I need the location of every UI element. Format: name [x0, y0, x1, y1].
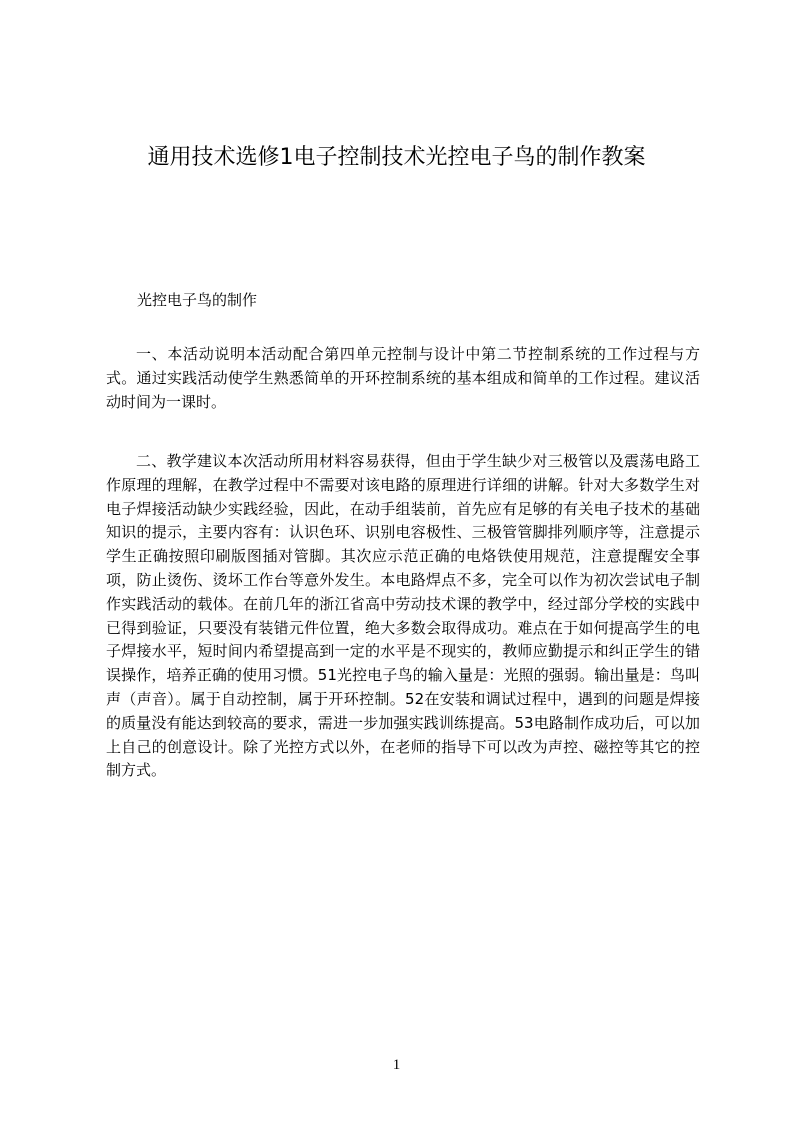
document-title: 通用技术选修1电子控制技术光控电子鸟的制作教案	[147, 145, 646, 170]
paragraph-activity-description: 一、本活动说明本活动配合第四单元控制与设计中第二节控制系统的工作过程与方式。通过实践活动使学生熟悉简单的开环控制系统的基本组成和简单的工作过程。建议活动时间为一课时。	[106, 345, 700, 411]
paragraph-teaching-suggestions: 二、教学建议本次活动所用材料容易获得，但由于学生缺少对三极管以及震荡电路工作原理的理解，在教学过程中不需要对该电路的原理进行详细的讲解。针对大多数学生对电子焊接活动缺少实践经验，因此，在动手组装前，首先应有足够的有关电子技术的基础知识的提示，主要内容有：认识色环、识别电容极性、三极管管脚排列顺序等，注意提示学生正确按照印刷版图插对管脚。其次应示范正确的电烙铁使用规范，注意提醒安全事项，防止烫伤、烫坏工作台等意外发生。本电路焊点不多，完全可以作为初次尝试电子制作实践活动的载体。在前几年的浙江省高中劳动技术课的教学中，经过部分学校的实践中已得到验证，只要没有装错元件位置，绝大多数会取得成功。难点在于如何提高学生的电子焊接水平，短时间内希望提高到一定的水平是不现实的，教师应勤提示和纠正学生的错误操作，培养正确的使用习惯。51光控电子鸟的输入量是：光照的强弱。输出量是：鸟叫声（声音）。属于自动控制，属于开环控制。52在安装和调试过程中，遇到的问题是焊接的质量没有能达到较高的要求，需进一步加强实践训练提高。53电路制作成功后，可以加上自己的创意设计。除了光控方式以外，在老师的指导下可以改为声控、磁控等其它的控制方式。	[106, 452, 700, 780]
page-number: 1	[392, 1057, 401, 1073]
section-heading: 光控电子鸟的制作	[137, 291, 258, 309]
